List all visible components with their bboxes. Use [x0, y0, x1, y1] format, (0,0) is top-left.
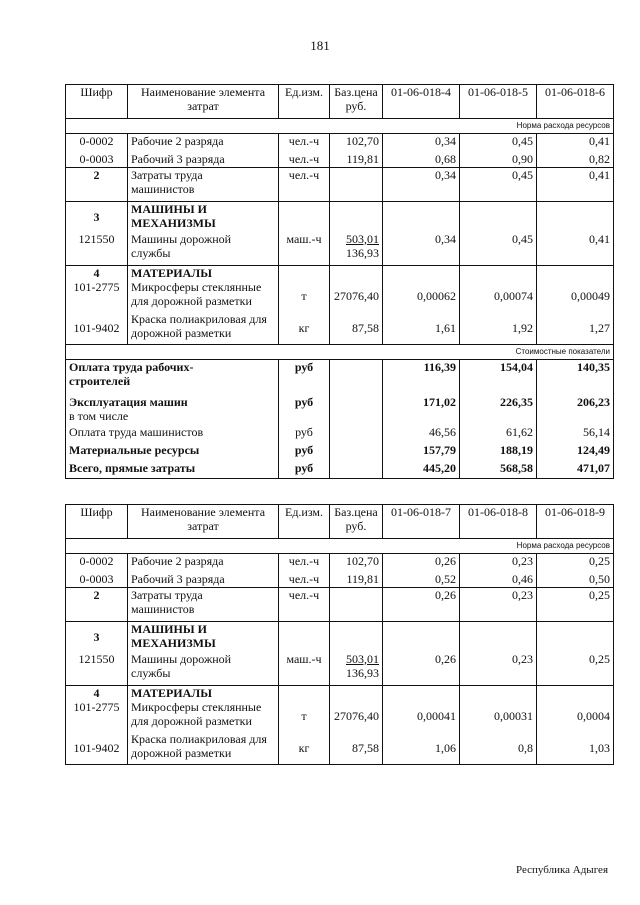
row-unit: чел.-ч — [279, 152, 330, 168]
row-name: Машины дорожной службы — [128, 652, 279, 686]
row-value: 0,41 — [537, 232, 614, 266]
table-row — [66, 652, 614, 686]
row-value: 0,90 — [460, 152, 537, 168]
row-code: 3 — [66, 622, 128, 652]
row-name: Машины дорожной службы — [128, 232, 279, 266]
row-unit: кг — [279, 732, 330, 764]
row-value: 0,26 — [383, 588, 460, 622]
table-row — [66, 461, 614, 478]
row-value: 1,27 — [537, 312, 614, 344]
row-name: Рабочий 3 разряда — [128, 572, 279, 588]
row-value: 0,41 — [537, 168, 614, 202]
cost-unit: руб — [279, 389, 330, 409]
row-code: 121550 — [66, 232, 128, 266]
row-unit: маш.-ч — [279, 652, 330, 686]
cost-name: Всего, прямые затраты — [66, 461, 279, 478]
row-unit: кг — [279, 312, 330, 344]
cost-value: 61,62 — [460, 425, 537, 443]
cost-unit: руб — [279, 425, 330, 443]
norma-label: Норма расхода ресурсов — [66, 539, 614, 554]
cost-value: 154,04 — [460, 359, 537, 389]
header-unit: Ед.изм. — [279, 505, 330, 539]
row-price: 503,01 136,93 — [330, 652, 383, 686]
row-name: Краска полиакриловая для дорожной разметки — [128, 732, 279, 764]
row-value: 0,23 — [460, 652, 537, 686]
resource-table-2 — [65, 504, 614, 765]
cost-value: 140,35 — [537, 359, 614, 389]
resource-table-1 — [65, 84, 614, 479]
cost-value: 46,56 — [383, 425, 460, 443]
row-price: 102,70 — [330, 554, 383, 572]
table-row — [66, 572, 614, 588]
row-value: 0,8 — [460, 732, 537, 764]
table-row — [66, 588, 614, 622]
row-price: 503,01 136,93 — [330, 232, 383, 266]
row-name: Затраты труда машинистов — [128, 168, 279, 202]
row-value: 0,26 — [383, 554, 460, 572]
row-name: Рабочий 3 разряда — [128, 152, 279, 168]
cost-value: 171,02 — [383, 389, 460, 409]
row-value: 1,61 — [383, 312, 460, 344]
header-code: 01-06-018-8 — [460, 505, 537, 539]
row-code: 4 — [66, 266, 128, 281]
row-name: Микросферы стеклянные для дорожной разметки — [128, 280, 279, 312]
row-value: 0,82 — [537, 152, 614, 168]
cost-label: Стоимостные показатели — [66, 344, 614, 359]
header-name: Наименование элемента затрат — [128, 505, 279, 539]
row-code: 3 — [66, 202, 128, 232]
table-row — [66, 202, 614, 232]
row-name: Рабочие 2 разряда — [128, 134, 279, 152]
header-code: 01-06-018-7 — [383, 505, 460, 539]
row-value: 0,25 — [537, 554, 614, 572]
cost-name: в том числе — [66, 409, 279, 425]
table-row — [66, 389, 614, 409]
row-code: 4 — [66, 686, 128, 701]
row-value: 0,45 — [460, 232, 537, 266]
header-unit: Ед.изм. — [279, 85, 330, 119]
row-value: 0,34 — [383, 134, 460, 152]
row-price — [330, 168, 383, 202]
row-value: 0,45 — [460, 168, 537, 202]
row-value: 1,92 — [460, 312, 537, 344]
section-title: МАШИНЫ И МЕХАНИЗМЫ — [128, 622, 279, 652]
row-value: 0,34 — [383, 232, 460, 266]
table-row — [66, 232, 614, 266]
page-number: 181 — [310, 38, 330, 53]
row-price: 87,58 — [330, 312, 383, 344]
header-name: Наименование элемента затрат — [128, 85, 279, 119]
table-row — [66, 622, 614, 652]
table-row — [66, 554, 614, 572]
row-value: 0,00049 — [537, 280, 614, 312]
table-header-row — [66, 85, 614, 119]
row-code: 0-0003 — [66, 152, 128, 168]
table-row — [66, 280, 614, 312]
table-row — [66, 425, 614, 443]
cost-value: 157,79 — [383, 443, 460, 461]
table-header-row — [66, 505, 614, 539]
row-value: 0,0004 — [537, 700, 614, 732]
table-row — [66, 152, 614, 168]
header-code: 01-06-018-5 — [460, 85, 537, 119]
row-code: 101-9402 — [66, 732, 128, 764]
row-code: 0-0003 — [66, 572, 128, 588]
row-value: 0,46 — [460, 572, 537, 588]
row-name: Краска полиакриловая для дорожной разметки — [128, 312, 279, 344]
table-row — [66, 359, 614, 389]
cost-unit: руб — [279, 461, 330, 478]
cost-name: Эксплуатация машин — [66, 389, 279, 409]
norma-label: Норма расхода ресурсов — [66, 119, 614, 134]
cost-value: 206,23 — [537, 389, 614, 409]
row-unit: чел.-ч — [279, 588, 330, 622]
row-price: 119,81 — [330, 152, 383, 168]
header-code: 01-06-018-6 — [537, 85, 614, 119]
row-value: 0,34 — [383, 168, 460, 202]
row-price: 27076,40 — [330, 280, 383, 312]
table-row — [66, 686, 614, 701]
row-value: 0,23 — [460, 588, 537, 622]
row-code: 0-0002 — [66, 134, 128, 152]
row-name: Затраты труда машинистов — [128, 588, 279, 622]
row-value: 0,23 — [460, 554, 537, 572]
cost-value: 188,19 — [460, 443, 537, 461]
table-row — [66, 134, 614, 152]
header-code: 01-06-018-9 — [537, 505, 614, 539]
header-price: Баз.цена руб. — [330, 85, 383, 119]
row-value: 0,00041 — [383, 700, 460, 732]
row-unit: маш.-ч — [279, 232, 330, 266]
row-name: Микросферы стеклянные для дорожной разметки — [128, 700, 279, 732]
cost-value: 445,20 — [383, 461, 460, 478]
cost-unit: руб — [279, 443, 330, 461]
cost-name: Материальные ресурсы — [66, 443, 279, 461]
table-row — [66, 732, 614, 764]
row-code: 0-0002 — [66, 554, 128, 572]
row-price: 102,70 — [330, 134, 383, 152]
row-price — [330, 588, 383, 622]
table-row — [66, 700, 614, 732]
row-name: Рабочие 2 разряда — [128, 554, 279, 572]
row-value: 0,50 — [537, 572, 614, 588]
row-value: 0,26 — [383, 652, 460, 686]
header-price: Баз.цена руб. — [330, 505, 383, 539]
table-row — [66, 266, 614, 281]
row-value: 0,00031 — [460, 700, 537, 732]
table-row — [66, 168, 614, 202]
region-footer: Республика Адыгея — [516, 864, 609, 876]
row-unit: чел.-ч — [279, 134, 330, 152]
row-value: 0,25 — [537, 588, 614, 622]
row-unit: чел.-ч — [279, 572, 330, 588]
header-shifr: Шифр — [66, 85, 128, 119]
section-title: МАШИНЫ И МЕХАНИЗМЫ — [128, 202, 279, 232]
row-value: 0,41 — [537, 134, 614, 152]
table-row — [66, 409, 614, 425]
row-unit: чел.-ч — [279, 554, 330, 572]
row-value: 1,03 — [537, 732, 614, 764]
row-code: 101-9402 — [66, 312, 128, 344]
row-price: 87,58 — [330, 732, 383, 764]
row-value: 0,00074 — [460, 280, 537, 312]
cost-unit: руб — [279, 359, 330, 389]
cost-value: 226,35 — [460, 389, 537, 409]
row-unit: т — [279, 280, 330, 312]
row-value: 0,52 — [383, 572, 460, 588]
row-value: 0,00062 — [383, 280, 460, 312]
header-shifr: Шифр — [66, 505, 128, 539]
row-price: 27076,40 — [330, 700, 383, 732]
section-title: МАТЕРИАЛЫ — [128, 686, 279, 701]
row-code: 2 — [66, 168, 128, 202]
table-row — [66, 443, 614, 461]
section-title: МАТЕРИАЛЫ — [128, 266, 279, 281]
cost-value: 471,07 — [537, 461, 614, 478]
row-unit: чел.-ч — [279, 168, 330, 202]
row-code: 2 — [66, 588, 128, 622]
cost-name: Оплата труда машинистов — [66, 425, 279, 443]
row-value: 0,25 — [537, 652, 614, 686]
cost-name: Оплата труда рабочих- строителей — [66, 359, 279, 389]
row-code: 121550 — [66, 652, 128, 686]
header-code: 01-06-018-4 — [383, 85, 460, 119]
row-value: 0,45 — [460, 134, 537, 152]
cost-value: 116,39 — [383, 359, 460, 389]
row-value: 0,68 — [383, 152, 460, 168]
row-price: 119,81 — [330, 572, 383, 588]
cost-value: 124,49 — [537, 443, 614, 461]
row-unit: т — [279, 700, 330, 732]
cost-value: 56,14 — [537, 425, 614, 443]
row-code: 101-2775 — [66, 280, 128, 312]
table-row — [66, 312, 614, 344]
cost-value: 568,58 — [460, 461, 537, 478]
row-value: 1,06 — [383, 732, 460, 764]
row-code: 101-2775 — [66, 700, 128, 732]
